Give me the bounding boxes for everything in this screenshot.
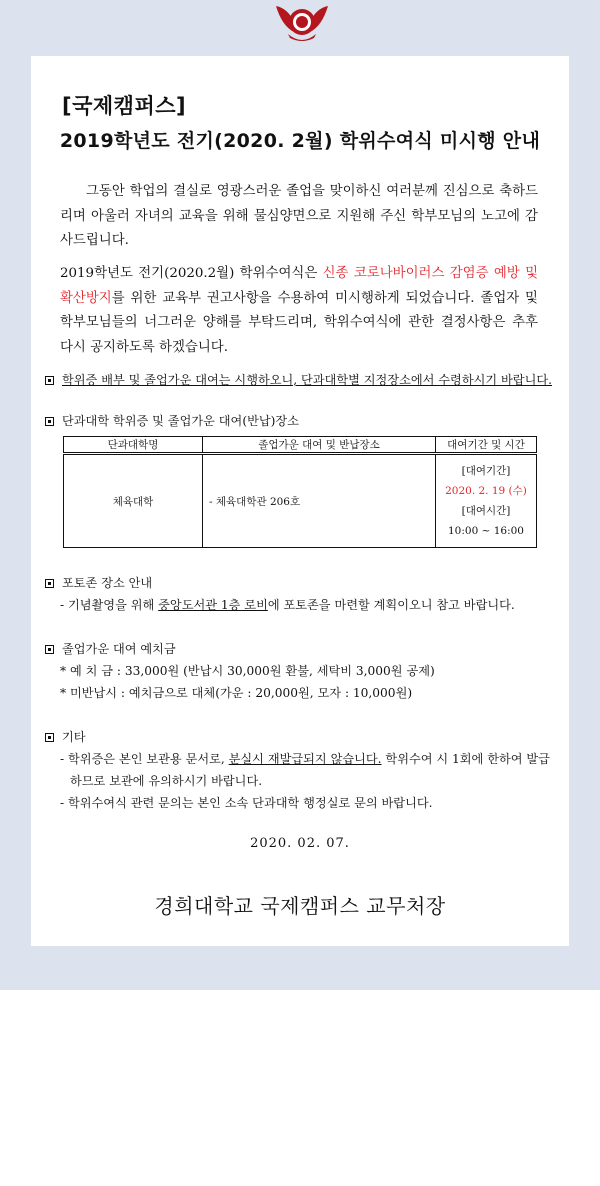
greeting-paragraph: 그동안 학업의 결실로 영광스러운 졸업을 맞이하신 여러분께 진심으로 축하드리며 아울러 자녀의 교육을 위해 물심양면으로 지원해 주신 학부모님의 노고에 감사드립니다.: [60, 184, 538, 248]
period-label: [대여기간]: [461, 465, 511, 477]
square-bullet-icon: [45, 645, 54, 654]
notice-title: 2019학년도 전기(2020. 2월) 학위수여식 미시행 안내: [59, 130, 541, 152]
campus-label: [국제캠퍼스]: [62, 94, 187, 118]
section-etc-heading-text: 기타: [62, 730, 86, 744]
column-header-college: 단과대학명: [64, 437, 203, 454]
para2-intro: 2019학년도 전기(2020.2월) 학위수여식은: [60, 266, 323, 281]
university-emblem-icon: [272, 2, 332, 46]
square-bullet-icon: [45, 579, 54, 588]
section-notice-text: 학위증 배부 및 졸업가운 대여는 시행하오니, 단과대학별 지정장소에서 수령하시기 바랍니다.: [62, 373, 552, 387]
time-value: 10:00 ~ 16:00: [448, 525, 524, 537]
rental-table: [63, 436, 537, 548]
para2-rest: 를 위한 교육부 권고사항을 수용하여 미시행하게 되었습니다. 졸업자 및 학부모님들의 너그러운 양해를 부탁드리며, 학위수여식에 관한 결정사항은 추후 다시 공지하도록 하겠습니다.: [60, 290, 538, 355]
photo-text-a: - 기념촬영을 위해: [60, 598, 159, 612]
etc-text-b: 학위수여 시 1회에 한하여 발급: [381, 752, 550, 766]
column-header-place: 졸업가운 대여 및 반납장소: [203, 437, 436, 454]
cell-period: [436, 454, 537, 548]
photo-text-b: 에 포토존을 마련할 계획이오니 참고 바랍니다.: [267, 598, 515, 612]
etc-line-1-continued: 하므로 보관에 유의하시기 바랍니다.: [70, 774, 263, 788]
section-photo-heading-text: 포토존 장소 안내: [62, 576, 153, 590]
period-value: 2020. 2. 19 (수): [445, 485, 527, 497]
section-deposit-heading: [45, 640, 176, 657]
cancellation-paragraph: [60, 262, 538, 360]
square-bullet-icon: [45, 376, 54, 385]
etc-line-2: - 학위수여식 관련 문의는 본인 소속 단과대학 행정실로 문의 바랍니다.: [60, 796, 433, 810]
etc-text-warning: 분실시 재발급되지 않습니다.: [228, 752, 382, 766]
time-label: [대여시간]: [461, 505, 511, 517]
section-rental-heading-text: 단과대학 학위증 및 졸업가운 대여(반납)장소: [62, 414, 299, 428]
table-header-row: [64, 437, 537, 454]
deposit-line-2: * 미반납시 : 예치금으로 대체(가운 : 20,000원, 모자 : 10,000원): [60, 686, 413, 700]
column-header-period: 대여기간 및 시간: [436, 437, 537, 454]
photo-text-location: 중앙도서관 1층 로비: [158, 598, 268, 612]
section-rental-heading: [45, 412, 299, 429]
deposit-line-1: * 예 치 금 : 33,000원 (반납시 30,000원 환불, 세탁비 3,000원 공제): [60, 664, 435, 678]
cell-place: - 체육대학관 206호: [203, 454, 436, 548]
para2-highlight: 신종 코로나바이러스 감염증 예방 및 확산방지: [60, 266, 539, 306]
section-etc-heading: [45, 728, 86, 745]
cell-college: 체육대학: [64, 454, 203, 548]
photo-zone-line: [60, 596, 515, 613]
section-photo-heading: [45, 574, 152, 591]
signer-name: 경희대학교 국제캠퍼스 교무처장: [154, 894, 446, 918]
notice-date: 2020. 02. 07.: [250, 836, 350, 851]
etc-line-1: [60, 750, 550, 767]
table-row: [64, 454, 537, 548]
square-bullet-icon: [45, 417, 54, 426]
section-deposit-heading-text: 졸업가운 대여 예치금: [62, 642, 176, 656]
etc-text-a: - 학위증은 본인 보관용 문서로,: [60, 752, 229, 766]
section-notice: [45, 371, 552, 388]
square-bullet-icon: [45, 733, 54, 742]
